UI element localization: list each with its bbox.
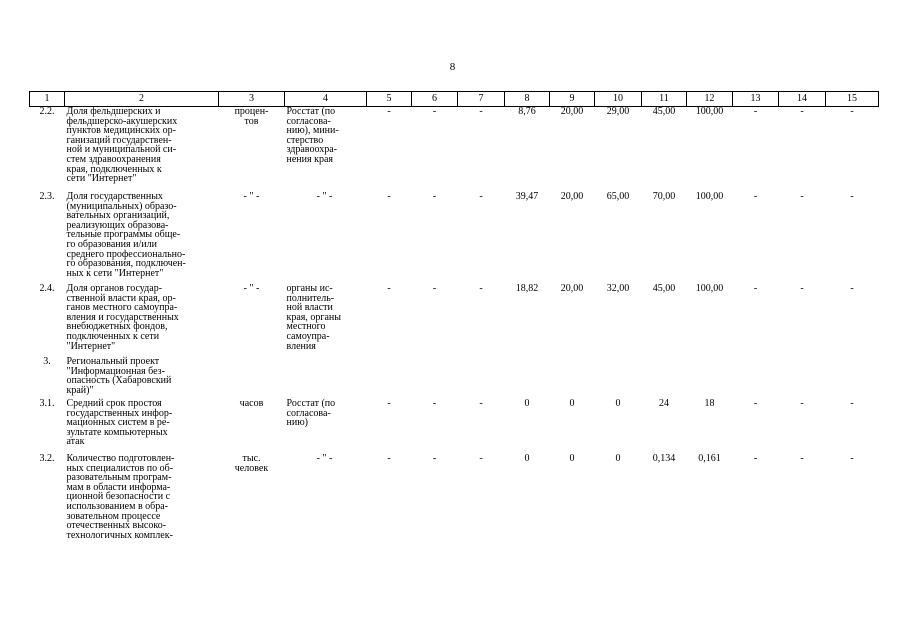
indicator-name: Региональный проект "Информационная без- опасность (Хабаровский край)" <box>66 356 172 396</box>
value-cell: - <box>850 398 854 409</box>
value-cell <box>687 357 733 399</box>
value-cell: - <box>387 106 391 117</box>
value-cell: 0 <box>615 398 621 409</box>
value-cell: 20,00 <box>560 191 584 202</box>
value-cell <box>779 357 826 399</box>
value-cell: 29,00 <box>606 106 630 117</box>
unit: тыс. человек <box>234 453 269 474</box>
table-row <box>30 107 879 193</box>
table-row <box>30 357 879 399</box>
value-cell: - <box>800 283 804 294</box>
item-number: 3.1. <box>39 398 55 409</box>
value-cell: - <box>432 283 437 294</box>
column-number: 9 <box>550 92 595 107</box>
value-cell: - <box>800 453 804 464</box>
value-cell: 18 <box>704 398 715 409</box>
value-cell <box>550 357 595 399</box>
column-number: 1 <box>30 92 65 107</box>
column-number: 15 <box>826 92 879 107</box>
value-cell: - <box>479 191 483 202</box>
value-cell: - <box>432 191 437 202</box>
value-cell: - <box>850 106 854 117</box>
value-cell: - <box>387 398 391 409</box>
column-number: 7 <box>458 92 505 107</box>
column-number: 2 <box>65 92 219 107</box>
value-cell: - <box>432 106 437 117</box>
value-cell: 24 <box>659 398 669 409</box>
value-cell: 20,00 <box>560 106 584 117</box>
value-cell <box>367 357 412 399</box>
value-cell: - <box>800 191 804 202</box>
value-cell: 0,134 <box>652 453 676 464</box>
value-cell <box>505 357 550 399</box>
indicator-name: Доля фельдшерских и фельдшерско-акушерских пунктов медицинских ор- ганизаций государствен- ной и муниципальной си- стем здравоохранения края, подключенных к сети "Интернет" <box>66 106 178 185</box>
column-number: 10 <box>595 92 642 107</box>
value-cell: 0 <box>615 453 621 464</box>
column-number: 13 <box>733 92 779 107</box>
value-cell: - <box>432 398 437 409</box>
unit: процен- тов <box>234 106 269 127</box>
value-cell <box>595 357 642 399</box>
indicator-name: Доля государственных (муниципальных) образо- вательных организаций, реализующих образова- тельные программы обще- го образования и/или среднего профессионально- го образования, подключен- ных к сети "Интернет" <box>66 191 186 279</box>
value-cell <box>458 357 505 399</box>
item-number: 2.3. <box>39 191 55 202</box>
value-cell: - <box>800 398 804 409</box>
value-cell: 0 <box>524 453 530 464</box>
value-cell: - <box>387 453 391 464</box>
value-cell: 8,76 <box>518 106 536 117</box>
responsible <box>285 357 367 399</box>
value-cell: 45,00 <box>652 106 676 117</box>
value-cell: 39,47 <box>515 191 539 202</box>
indicator-name: Доля органов государ- ственной власти края, ор- ганов местного самоупра- вления и государственных внебюджетных фондов, подключенных к сети "Интернет" <box>66 283 179 352</box>
responsible: Росстат (по согласова- нию) <box>286 398 336 429</box>
value-cell: - <box>753 283 758 294</box>
indicator-name: Средний срок простоя государственных инфор- мационных систем в ре- зультате компьютерных атак <box>66 398 173 448</box>
table-row <box>30 192 879 284</box>
table-row <box>30 399 879 454</box>
value-cell <box>733 357 779 399</box>
unit: часов <box>239 398 264 409</box>
value-cell: - <box>753 191 758 202</box>
value-cell: 0 <box>569 453 575 464</box>
column-number: 4 <box>285 92 367 107</box>
unit <box>219 357 285 399</box>
column-number: 6 <box>412 92 458 107</box>
table-row <box>30 284 879 357</box>
value-cell: 0,161 <box>698 453 721 464</box>
item-number: 2.4. <box>39 283 55 294</box>
value-cell <box>826 357 879 399</box>
value-cell: 0 <box>569 398 575 409</box>
value-cell: - <box>387 283 391 294</box>
column-number: 5 <box>367 92 412 107</box>
value-cell: 70,00 <box>652 191 676 202</box>
unit: - " - <box>243 283 260 294</box>
value-cell: - <box>800 106 804 117</box>
page-number: 8 <box>449 61 456 73</box>
indicator-name: Количество подготовлен- ных специалистов по об- разовательным програм- мам в области информа- ционной безопасности с использованием в обра- зовательном процессе отечественных высоко- технологичных комплек- <box>66 453 175 541</box>
column-number-row <box>30 92 879 107</box>
value-cell <box>642 357 687 399</box>
value-cell: - <box>850 283 854 294</box>
item-number: 3. <box>43 356 51 367</box>
table-row <box>30 454 879 544</box>
value-cell: - <box>753 106 758 117</box>
responsible: Росстат (по согласова- нию), мини- стерство здравоохра- нения края <box>286 106 339 165</box>
value-cell: - <box>753 453 758 464</box>
value-cell: 32,00 <box>606 283 630 294</box>
item-number: 3.2. <box>39 453 55 464</box>
value-cell: - <box>479 106 483 117</box>
value-cell: 65,00 <box>606 191 630 202</box>
column-number: 14 <box>779 92 826 107</box>
responsible: - " - <box>316 191 333 202</box>
column-number: 11 <box>642 92 687 107</box>
value-cell: - <box>387 191 391 202</box>
responsible: - " - <box>316 453 333 464</box>
value-cell: 20,00 <box>560 283 584 294</box>
value-cell: - <box>850 453 854 464</box>
value-cell: - <box>432 453 437 464</box>
value-cell: - <box>753 398 758 409</box>
value-cell: - <box>850 191 854 202</box>
column-number: 12 <box>687 92 733 107</box>
value-cell: 45,00 <box>652 283 676 294</box>
item-number: 2.2. <box>39 106 55 117</box>
value-cell: 100,00 <box>695 283 724 294</box>
responsible: органы ис- полнитель- ной власти края, органы местного самоупра- вления <box>286 283 342 352</box>
value-cell <box>412 357 458 399</box>
value-cell: 0 <box>524 398 530 409</box>
unit: - " - <box>243 191 260 202</box>
value-cell: 100,00 <box>695 106 724 117</box>
column-number: 8 <box>505 92 550 107</box>
value-cell: 18,82 <box>515 283 539 294</box>
value-cell: 100,00 <box>695 191 724 202</box>
column-number: 3 <box>219 92 285 107</box>
value-cell: - <box>479 283 483 294</box>
value-cell: - <box>479 398 483 409</box>
value-cell: - <box>479 453 483 464</box>
indicators-table <box>29 91 879 544</box>
